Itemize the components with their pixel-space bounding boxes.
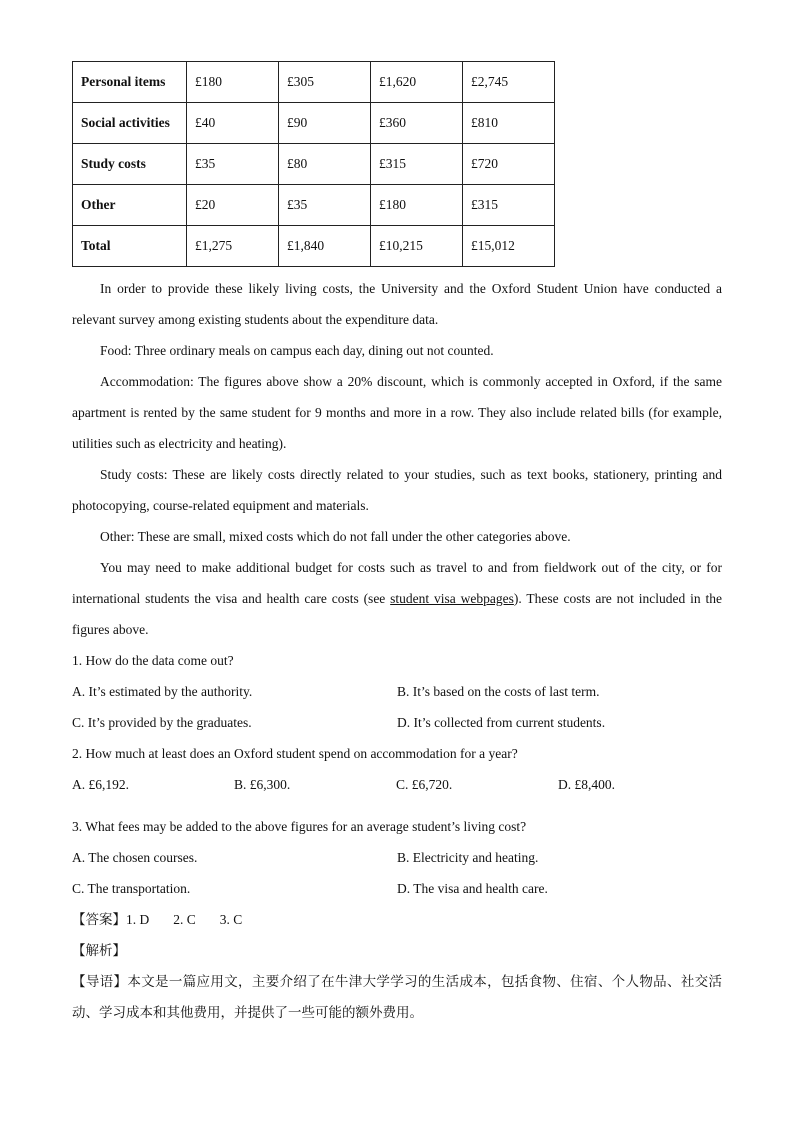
table-cell: £360: [371, 103, 463, 144]
student-visa-link[interactable]: student visa webpages: [390, 591, 514, 606]
answer-line: [72, 904, 722, 936]
table-cell: £80: [279, 144, 371, 185]
question-1-options-row: [72, 676, 722, 707]
table-cell: £315: [371, 144, 463, 185]
table-cell: £20: [187, 185, 279, 226]
table-cell: £1,840: [279, 226, 371, 267]
paragraph-additional: [72, 552, 722, 645]
question-1-options-row: [72, 707, 722, 738]
paragraph-additional-before: You may need to make additional budget for costs such as travel to and from fieldwork out of the city, or for international students the visa and health care costs (see: [72, 560, 722, 606]
table-row: [73, 185, 555, 226]
paragraph-other: Other: These are small, mixed costs which do not fall under the other categories above.: [100, 529, 571, 544]
question-2-option-a: A. £6,192.: [72, 777, 129, 792]
table-row: [73, 103, 555, 144]
table-cell: £1,620: [371, 62, 463, 103]
table-cell: £180: [187, 62, 279, 103]
question-1-option-d: D. It’s collected from current students.: [397, 715, 606, 730]
table-cell: £15,012: [463, 226, 555, 267]
question-3-stem: 3. What fees may be added to the above figures for an average student’s living cost?: [72, 819, 527, 834]
question-3-option-b: B. Electricity and heating.: [397, 850, 539, 865]
table-cell: £10,215: [371, 226, 463, 267]
table-cell: £305: [279, 62, 371, 103]
answer-2: 2. C: [173, 912, 196, 927]
question-2-stem: 2. How much at least does an Oxford student spend on accommodation for a year?: [72, 746, 518, 761]
analysis-label: 【解析】: [72, 943, 126, 959]
table-cell: £720: [463, 144, 555, 185]
paragraph-accommodation: Accommodation: The figures above show a 20% discount, which is commonly accepted in Oxford, if the same apartment is rented by the same student for 9 months and more in a row. They also include related bills (for example, utilities such as electricity and heating).: [72, 374, 722, 451]
table-row: [73, 144, 555, 185]
table-cell: £35: [187, 144, 279, 185]
row-label: Personal items: [73, 62, 187, 103]
paragraph-study-costs: Study costs: These are likely costs directly related to your studies, such as text books, stationery, printing and photocopying, course-related equipment and materials.: [72, 467, 722, 513]
question-1-option-c: C. It’s provided by the graduates.: [72, 715, 252, 730]
question-1-stem: 1. How do the data come out?: [72, 653, 234, 668]
living-costs-table: [72, 61, 555, 267]
table-row: [73, 226, 555, 267]
question-1-option-b: B. It’s based on the costs of last term.: [397, 684, 600, 699]
guide-paragraph: [72, 967, 722, 1029]
row-label: Social activities: [73, 103, 187, 144]
row-label: Total: [73, 226, 187, 267]
question-2-option-d: D. £8,400.: [558, 777, 615, 792]
paragraph-food: Food: Three ordinary meals on campus each day, dining out not counted.: [100, 343, 494, 358]
answer-1: 1. D: [126, 912, 150, 927]
question-3-option-d: D. The visa and health care.: [397, 881, 548, 896]
table-cell: £90: [279, 103, 371, 144]
table-cell: £1,275: [187, 226, 279, 267]
question-2-options-row: [72, 769, 722, 800]
table-cell: £35: [279, 185, 371, 226]
question-3-option-a: A. The chosen courses.: [72, 850, 198, 865]
paragraph-additional-after: ). These costs are not included in the figures above.: [72, 591, 722, 637]
guide-label: 【导语】: [72, 974, 128, 990]
table-row: [73, 62, 555, 103]
paragraph-intro: In order to provide these likely living costs, the University and the Oxford Student Union have conducted a relevant survey among existing students about the expenditure data.: [72, 281, 722, 327]
question-3-options-row: [72, 842, 722, 873]
row-label: Study costs: [73, 144, 187, 185]
table-cell: £180: [371, 185, 463, 226]
table-cell: £810: [463, 103, 555, 144]
table-cell: £2,745: [463, 62, 555, 103]
answer-label: 【答案】: [72, 912, 126, 928]
spacer: [72, 800, 722, 811]
guide-text: 本文是一篇应用文，主要介绍了在牛津大学学习的生活成本，包括食物、住宿、个人物品、社交活动、学习成本和其他费用，并提供了一些可能的额外费用。: [72, 974, 723, 1021]
row-label: Other: [73, 185, 187, 226]
table-cell: £315: [463, 185, 555, 226]
question-2-option-b: B. £6,300.: [234, 777, 291, 792]
question-3-options-row: [72, 873, 722, 904]
question-1-option-a: A. It’s estimated by the authority.: [72, 684, 253, 699]
question-3-option-c: C. The transportation.: [72, 881, 191, 896]
question-2-option-c: C. £6,720.: [396, 777, 453, 792]
body-text: [72, 273, 722, 1029]
answer-3: 3. C: [219, 912, 243, 927]
table-cell: £40: [187, 103, 279, 144]
